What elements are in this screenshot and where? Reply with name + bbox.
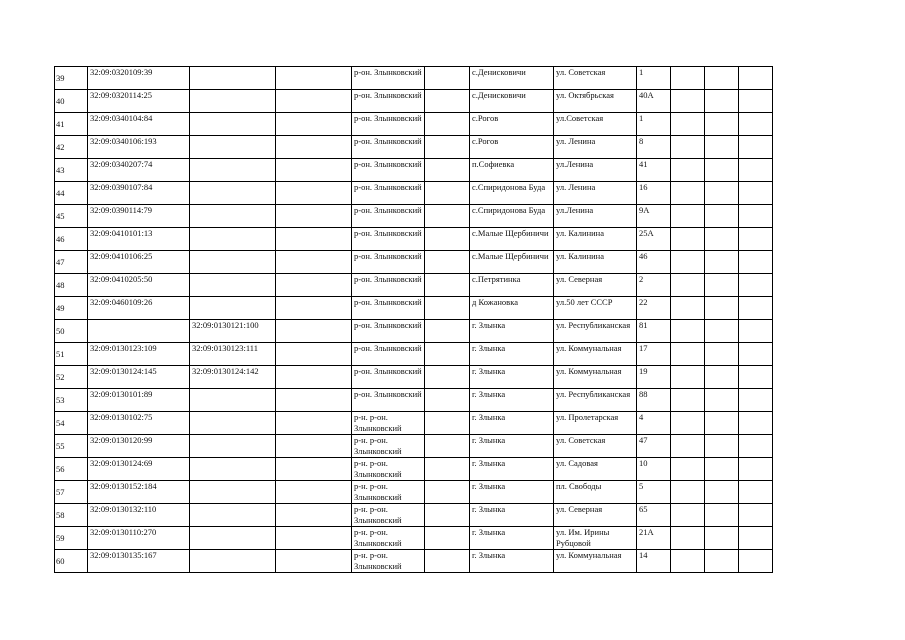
street-cell: ул.50 лет СССР <box>554 297 637 320</box>
cadastral-number-cell: 32:09:0130135:167 <box>88 550 190 573</box>
empty-cell <box>671 205 705 228</box>
empty-cell <box>276 90 352 113</box>
row-number-cell: 56 <box>55 458 88 481</box>
empty-cell <box>671 251 705 274</box>
district-cell: р-он. Злынковский <box>352 159 425 182</box>
table-row <box>55 343 773 366</box>
cadastral-number-alt-cell: 32:09:0130121:100 <box>190 320 276 343</box>
house-number-cell: 25А <box>637 228 671 251</box>
cadastral-number-cell: 32:09:0410101:13 <box>88 228 190 251</box>
table-row <box>55 182 773 205</box>
cadastral-number-cell: 32:09:0390114:79 <box>88 205 190 228</box>
empty-cell <box>425 205 470 228</box>
settlement-cell: п.Софиевка <box>470 159 554 182</box>
settlement-cell: г. Злынка <box>470 412 554 435</box>
empty-cell <box>425 251 470 274</box>
house-number-cell: 10 <box>637 458 671 481</box>
empty-cell <box>671 159 705 182</box>
cadastral-number-cell: 32:09:0130101:89 <box>88 389 190 412</box>
cadastral-number-alt-cell <box>190 274 276 297</box>
house-number-cell: 4 <box>637 412 671 435</box>
empty-cell <box>276 435 352 458</box>
empty-cell <box>425 320 470 343</box>
register-rows <box>55 67 773 573</box>
table-row <box>55 504 773 527</box>
house-number-cell: 65 <box>637 504 671 527</box>
house-number-cell: 46 <box>637 251 671 274</box>
settlement-cell: г. Злынка <box>470 320 554 343</box>
table-row <box>55 90 773 113</box>
house-number-cell: 1 <box>637 113 671 136</box>
street-cell: ул.Ленина <box>554 205 637 228</box>
empty-cell <box>425 481 470 504</box>
street-cell: ул. Советская <box>554 435 637 458</box>
empty-cell <box>276 320 352 343</box>
row-number-cell: 41 <box>55 113 88 136</box>
empty-cell <box>705 412 739 435</box>
cadastral-number-cell: 32:09:0340106:193 <box>88 136 190 159</box>
empty-cell <box>705 113 739 136</box>
cadastral-number-alt-cell: 32:09:0130124:142 <box>190 366 276 389</box>
table-row <box>55 274 773 297</box>
empty-cell <box>739 136 773 159</box>
empty-cell <box>739 182 773 205</box>
empty-cell <box>739 412 773 435</box>
table-row <box>55 458 773 481</box>
street-cell: ул.Советская <box>554 113 637 136</box>
cadastral-number-alt-cell <box>190 205 276 228</box>
row-number-cell: 44 <box>55 182 88 205</box>
cadastral-number-alt-cell <box>190 527 276 550</box>
empty-cell <box>739 343 773 366</box>
cadastral-number-cell: 32:09:0340104:84 <box>88 113 190 136</box>
empty-cell <box>739 297 773 320</box>
empty-cell <box>425 366 470 389</box>
cadastral-number-alt-cell <box>190 182 276 205</box>
table-row <box>55 481 773 504</box>
empty-cell <box>276 297 352 320</box>
cadastral-number-alt-cell <box>190 251 276 274</box>
cadastral-number-alt-cell <box>190 159 276 182</box>
settlement-cell: г. Злынка <box>470 458 554 481</box>
table-row <box>55 136 773 159</box>
table-row <box>55 67 773 90</box>
district-cell: р-он. Злынковский <box>352 113 425 136</box>
district-cell: р-н. р-он. Злынковский <box>352 458 425 481</box>
district-cell: р-он. Злынковский <box>352 67 425 90</box>
cadastral-number-cell: 32:09:0130124:69 <box>88 458 190 481</box>
cadastral-number-alt-cell <box>190 504 276 527</box>
district-cell: р-он. Злынковский <box>352 297 425 320</box>
district-cell: р-он. Злынковский <box>352 90 425 113</box>
empty-cell <box>705 90 739 113</box>
empty-cell <box>425 228 470 251</box>
house-number-cell: 17 <box>637 343 671 366</box>
empty-cell <box>671 320 705 343</box>
settlement-cell: г. Злынка <box>470 550 554 573</box>
table-row <box>55 389 773 412</box>
empty-cell <box>276 274 352 297</box>
empty-cell <box>276 159 352 182</box>
empty-cell <box>705 67 739 90</box>
table-row <box>55 228 773 251</box>
empty-cell <box>671 550 705 573</box>
empty-cell <box>671 504 705 527</box>
empty-cell <box>671 435 705 458</box>
settlement-cell: г. Злынка <box>470 527 554 550</box>
house-number-cell: 14 <box>637 550 671 573</box>
empty-cell <box>425 389 470 412</box>
row-number-cell: 46 <box>55 228 88 251</box>
district-cell: р-н. р-он. Злынковский <box>352 481 425 504</box>
empty-cell <box>425 67 470 90</box>
empty-cell <box>739 90 773 113</box>
cadastral-number-cell: 32:09:0130152:184 <box>88 481 190 504</box>
settlement-cell: г. Злынка <box>470 481 554 504</box>
street-cell: ул. Калинина <box>554 228 637 251</box>
street-cell: ул.Ленина <box>554 159 637 182</box>
empty-cell <box>705 481 739 504</box>
table-row <box>55 435 773 458</box>
empty-cell <box>739 435 773 458</box>
empty-cell <box>425 113 470 136</box>
empty-cell <box>671 412 705 435</box>
empty-cell <box>425 297 470 320</box>
row-number-cell: 60 <box>55 550 88 573</box>
empty-cell <box>671 136 705 159</box>
cadastral-number-alt-cell <box>190 412 276 435</box>
district-cell: р-он. Злынковский <box>352 251 425 274</box>
street-cell: ул. Октябрьская <box>554 90 637 113</box>
cadastral-number-alt-cell <box>190 67 276 90</box>
empty-cell <box>425 412 470 435</box>
empty-cell <box>425 435 470 458</box>
cadastral-number-alt-cell <box>190 481 276 504</box>
row-number-cell: 57 <box>55 481 88 504</box>
empty-cell <box>705 527 739 550</box>
row-number-cell: 54 <box>55 412 88 435</box>
settlement-cell: д Кожановка <box>470 297 554 320</box>
district-cell: р-он. Злынковский <box>352 182 425 205</box>
empty-cell <box>705 205 739 228</box>
empty-cell <box>705 159 739 182</box>
empty-cell <box>739 527 773 550</box>
settlement-cell: с.Петрятинка <box>470 274 554 297</box>
cadastral-number-cell: 32:09:0130132:110 <box>88 504 190 527</box>
cadastral-number-alt-cell <box>190 550 276 573</box>
cadastral-number-alt-cell <box>190 389 276 412</box>
table-row <box>55 113 773 136</box>
house-number-cell: 81 <box>637 320 671 343</box>
table-row <box>55 205 773 228</box>
table-row <box>55 159 773 182</box>
street-cell: ул. Республиканская <box>554 389 637 412</box>
row-number-cell: 51 <box>55 343 88 366</box>
empty-cell <box>739 228 773 251</box>
empty-cell <box>739 320 773 343</box>
district-cell: р-н. р-он. Злынковский <box>352 412 425 435</box>
empty-cell <box>425 159 470 182</box>
empty-cell <box>276 136 352 159</box>
empty-cell <box>425 274 470 297</box>
empty-cell <box>671 481 705 504</box>
empty-cell <box>739 113 773 136</box>
row-number-cell: 53 <box>55 389 88 412</box>
street-cell: ул. Им. Ирины Рубцовой <box>554 527 637 550</box>
district-cell: р-он. Злынковский <box>352 366 425 389</box>
empty-cell <box>276 67 352 90</box>
row-number-cell: 43 <box>55 159 88 182</box>
empty-cell <box>671 67 705 90</box>
empty-cell <box>739 251 773 274</box>
empty-cell <box>671 274 705 297</box>
empty-cell <box>739 67 773 90</box>
table-row <box>55 251 773 274</box>
row-number-cell: 45 <box>55 205 88 228</box>
row-number-cell: 50 <box>55 320 88 343</box>
cadastral-number-cell: 32:09:0130102:75 <box>88 412 190 435</box>
table-row <box>55 366 773 389</box>
empty-cell <box>276 481 352 504</box>
house-number-cell: 21А <box>637 527 671 550</box>
district-cell: р-н. р-он. Злынковский <box>352 435 425 458</box>
table-row <box>55 527 773 550</box>
street-cell: ул. Северная <box>554 274 637 297</box>
district-cell: р-он. Злынковский <box>352 274 425 297</box>
empty-cell <box>276 389 352 412</box>
house-number-cell: 8 <box>637 136 671 159</box>
settlement-cell: г. Злынка <box>470 343 554 366</box>
empty-cell <box>671 90 705 113</box>
house-number-cell: 22 <box>637 297 671 320</box>
settlement-cell: с.Малые Щербиничи <box>470 251 554 274</box>
empty-cell <box>276 251 352 274</box>
empty-cell <box>739 550 773 573</box>
empty-cell <box>739 481 773 504</box>
empty-cell <box>705 550 739 573</box>
empty-cell <box>276 412 352 435</box>
street-cell: ул. Пролетарская <box>554 412 637 435</box>
cadastral-number-alt-cell <box>190 458 276 481</box>
empty-cell <box>705 504 739 527</box>
empty-cell <box>705 343 739 366</box>
empty-cell <box>705 458 739 481</box>
empty-cell <box>705 228 739 251</box>
empty-cell <box>671 366 705 389</box>
settlement-cell: с.Рогов <box>470 113 554 136</box>
street-cell: ул. Ленина <box>554 136 637 159</box>
cadastral-number-alt-cell: 32:09:0130123:111 <box>190 343 276 366</box>
empty-cell <box>705 366 739 389</box>
house-number-cell: 5 <box>637 481 671 504</box>
settlement-cell: с.Малые Щербиничи <box>470 228 554 251</box>
empty-cell <box>739 274 773 297</box>
street-cell: ул. Советская <box>554 67 637 90</box>
empty-cell <box>705 274 739 297</box>
empty-cell <box>276 182 352 205</box>
table-row <box>55 412 773 435</box>
settlement-cell: с.Денисковичи <box>470 67 554 90</box>
empty-cell <box>739 205 773 228</box>
empty-cell <box>671 228 705 251</box>
empty-cell <box>425 527 470 550</box>
empty-cell <box>425 343 470 366</box>
empty-cell <box>671 113 705 136</box>
row-number-cell: 49 <box>55 297 88 320</box>
row-number-cell: 47 <box>55 251 88 274</box>
empty-cell <box>671 343 705 366</box>
street-cell: ул. Северная <box>554 504 637 527</box>
cadastral-number-cell: 32:09:0320114:25 <box>88 90 190 113</box>
row-number-cell: 39 <box>55 67 88 90</box>
street-cell: ул. Садовая <box>554 458 637 481</box>
district-cell: р-н. р-он. Злынковский <box>352 504 425 527</box>
cadastral-number-cell: 32:09:0410106:25 <box>88 251 190 274</box>
street-cell: ул. Коммунальная <box>554 366 637 389</box>
empty-cell <box>705 297 739 320</box>
empty-cell <box>425 458 470 481</box>
settlement-cell: с.Спиридонова Буда <box>470 205 554 228</box>
cadastral-number-cell: 32:09:0130123:109 <box>88 343 190 366</box>
cadastral-number-cell <box>88 320 190 343</box>
empty-cell <box>425 90 470 113</box>
row-number-cell: 59 <box>55 527 88 550</box>
empty-cell <box>276 550 352 573</box>
cadastral-number-cell: 32:09:0410205:50 <box>88 274 190 297</box>
settlement-cell: г. Злынка <box>470 435 554 458</box>
cadastral-number-cell: 32:09:0320109:39 <box>88 67 190 90</box>
street-cell: ул. Ленина <box>554 182 637 205</box>
cadastral-number-cell: 32:09:0130120:99 <box>88 435 190 458</box>
property-register-table <box>54 66 773 573</box>
house-number-cell: 2 <box>637 274 671 297</box>
settlement-cell: г. Злынка <box>470 504 554 527</box>
cadastral-number-alt-cell <box>190 297 276 320</box>
row-number-cell: 40 <box>55 90 88 113</box>
house-number-cell: 41 <box>637 159 671 182</box>
row-number-cell: 58 <box>55 504 88 527</box>
house-number-cell: 16 <box>637 182 671 205</box>
district-cell: р-он. Злынковский <box>352 389 425 412</box>
district-cell: р-н. р-он. Злынковский <box>352 527 425 550</box>
cadastral-number-alt-cell <box>190 228 276 251</box>
cadastral-number-cell: 32:09:0130124:145 <box>88 366 190 389</box>
settlement-cell: с.Спиридонова Буда <box>470 182 554 205</box>
row-number-cell: 42 <box>55 136 88 159</box>
empty-cell <box>705 136 739 159</box>
empty-cell <box>739 159 773 182</box>
empty-cell <box>739 366 773 389</box>
table-row <box>55 297 773 320</box>
street-cell: ул. Коммунальная <box>554 550 637 573</box>
house-number-cell: 40А <box>637 90 671 113</box>
empty-cell <box>705 320 739 343</box>
empty-cell <box>739 458 773 481</box>
cadastral-number-cell: 32:09:0390107:84 <box>88 182 190 205</box>
empty-cell <box>276 504 352 527</box>
empty-cell <box>425 550 470 573</box>
empty-cell <box>705 182 739 205</box>
settlement-cell: г. Злынка <box>470 389 554 412</box>
empty-cell <box>671 458 705 481</box>
empty-cell <box>425 136 470 159</box>
cadastral-number-cell: 32:09:0340207:74 <box>88 159 190 182</box>
cadastral-number-alt-cell <box>190 136 276 159</box>
street-cell: ул. Республиканская <box>554 320 637 343</box>
house-number-cell: 47 <box>637 435 671 458</box>
street-cell: ул. Калинина <box>554 251 637 274</box>
row-number-cell: 52 <box>55 366 88 389</box>
house-number-cell: 19 <box>637 366 671 389</box>
row-number-cell: 48 <box>55 274 88 297</box>
settlement-cell: с.Рогов <box>470 136 554 159</box>
settlement-cell: с.Денисковичи <box>470 90 554 113</box>
district-cell: р-он. Злынковский <box>352 205 425 228</box>
empty-cell <box>705 389 739 412</box>
empty-cell <box>276 527 352 550</box>
empty-cell <box>276 228 352 251</box>
house-number-cell: 9А <box>637 205 671 228</box>
row-number-cell: 55 <box>55 435 88 458</box>
empty-cell <box>739 389 773 412</box>
district-cell: р-он. Злынковский <box>352 343 425 366</box>
empty-cell <box>671 297 705 320</box>
empty-cell <box>671 389 705 412</box>
district-cell: р-он. Злынковский <box>352 320 425 343</box>
empty-cell <box>705 251 739 274</box>
empty-cell <box>276 458 352 481</box>
table-row <box>55 320 773 343</box>
cadastral-number-alt-cell <box>190 435 276 458</box>
empty-cell <box>276 113 352 136</box>
empty-cell <box>671 527 705 550</box>
cadastral-number-alt-cell <box>190 113 276 136</box>
empty-cell <box>425 182 470 205</box>
house-number-cell: 88 <box>637 389 671 412</box>
table-row <box>55 550 773 573</box>
empty-cell <box>705 435 739 458</box>
district-cell: р-н. р-он. Злынковский <box>352 550 425 573</box>
empty-cell <box>276 205 352 228</box>
empty-cell <box>276 366 352 389</box>
settlement-cell: г. Злынка <box>470 366 554 389</box>
house-number-cell: 1 <box>637 67 671 90</box>
cadastral-number-alt-cell <box>190 90 276 113</box>
empty-cell <box>425 504 470 527</box>
district-cell: р-он. Злынковский <box>352 136 425 159</box>
street-cell: пл. Свободы <box>554 481 637 504</box>
empty-cell <box>276 343 352 366</box>
cadastral-number-cell: 32:09:0130110:270 <box>88 527 190 550</box>
district-cell: р-он. Злынковский <box>352 228 425 251</box>
cadastral-number-cell: 32:09:0460109:26 <box>88 297 190 320</box>
empty-cell <box>739 504 773 527</box>
street-cell: ул. Коммунальная <box>554 343 637 366</box>
empty-cell <box>671 182 705 205</box>
